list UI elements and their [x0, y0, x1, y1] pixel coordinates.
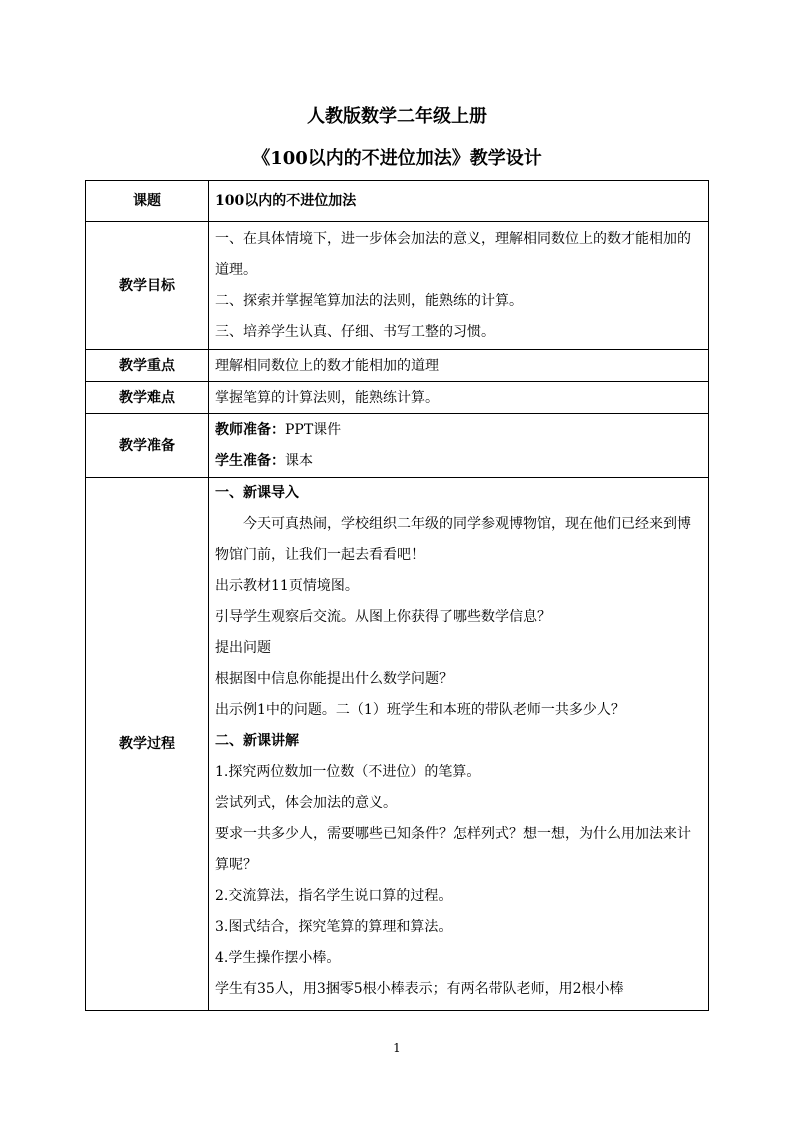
goals-label: 教学目标 [86, 222, 209, 350]
process-line: 学生有35人，用3捆零5根小棒表示；有两名带队老师，用2根小棒 [215, 981, 624, 997]
process-line: 要求一共多少人，需要哪些已知条件？怎样列式？想一想，为什么用加法来计算呢？ [215, 826, 691, 873]
table-row [86, 350, 709, 382]
goal-item: 一、在具体情境下，进一步体会加法的意义，理解相同数位上的数才能相加的道理。 [215, 230, 691, 278]
table-row [86, 222, 709, 350]
teacher-preparation-value: PPT课件 [285, 421, 342, 438]
process-line: 3.图式结合，探究笔算的算理和算法。 [215, 919, 453, 935]
process-line: 1.探究两位数加一位数（不进位）的笔算。 [215, 764, 481, 780]
goal-item: 二、探索并掌握笔算加法的法则，能熟练的计算。 [215, 292, 523, 309]
preparation-label: 教学准备 [86, 414, 209, 478]
teacher-preparation [215, 415, 702, 446]
section-heading: 二、新课讲解 [215, 733, 299, 749]
process-line: 尝试列式，体会加法的意义。 [215, 795, 397, 811]
lesson-plan-table [85, 180, 709, 1011]
section-heading: 一、新课导入 [215, 485, 299, 501]
process-line: 提出问题 [215, 640, 271, 656]
process-line: 引导学生观察后交流。从图上你获得了哪些数学信息？ [215, 609, 551, 625]
document-title: 人教版数学二年级上册 [307, 106, 487, 127]
student-preparation-value: 课本 [285, 452, 313, 469]
process-line: 今天可真热闹，学校组织二年级的同学参观博物馆，现在他们已经来到博物馆门前，让我们一起去看看吧！ [215, 516, 691, 563]
subject-value: 100以内的不进位加法 [209, 181, 709, 222]
goals-content [209, 222, 709, 350]
process-line: 根据图中信息你能提出什么数学问题？ [215, 671, 453, 687]
table-row [86, 181, 709, 222]
key-point-label: 教学重点 [86, 350, 209, 382]
difficulty-label: 教学难点 [86, 382, 209, 414]
table-row [86, 414, 709, 478]
table-row [86, 382, 709, 414]
process-content [209, 478, 709, 1011]
preparation-content [209, 414, 709, 478]
key-point-value: 理解相同数位上的数才能相加的道理 [209, 350, 709, 382]
difficulty-value: 掌握笔算的计算法则，能熟练计算。 [209, 382, 709, 414]
process-line: 4.学生操作摆小棒。 [215, 950, 341, 966]
document-subtitle: 《100以内的不进位加法》教学设计 [252, 148, 542, 169]
table-row [86, 478, 709, 1011]
goal-item: 三、培养学生认真、仔细、书写工整的习惯。 [215, 323, 495, 340]
process-line: 出示教材11页情境图。 [215, 578, 359, 594]
process-line: 出示例1中的问题。二（1）班学生和本班的带队老师一共多少人？ [215, 702, 625, 718]
page-number: 1 [393, 1041, 401, 1055]
student-preparation [215, 446, 702, 477]
subject-label: 课题 [86, 181, 209, 222]
teacher-preparation-label: 教师准备： [215, 421, 285, 438]
student-preparation-label: 学生准备： [215, 452, 285, 469]
process-label: 教学过程 [86, 478, 209, 1011]
process-line: 2.交流算法，指名学生说口算的过程。 [215, 888, 453, 904]
